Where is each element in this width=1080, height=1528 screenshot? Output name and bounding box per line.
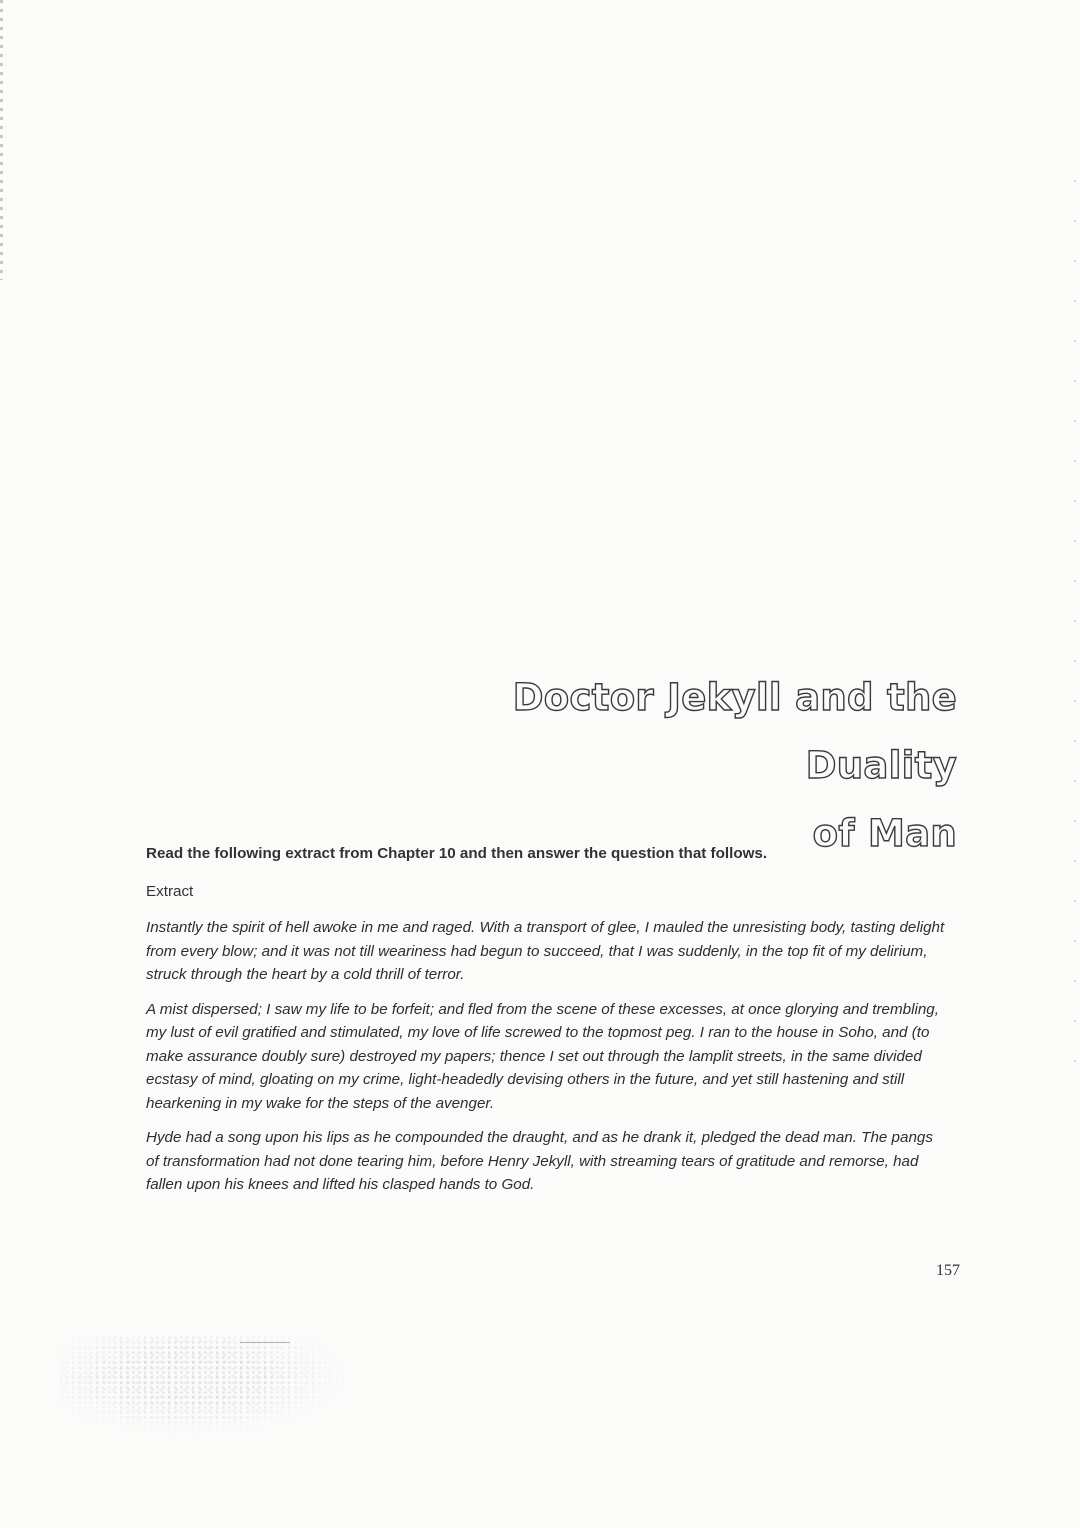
extract-paragraph-2: A mist dispersed; I saw my life to be forfeit; and fled from the scene of these excesses, at once glorying and trembling, my lust of evil gratified and stimulated, my love of life screwed to the topmost peg. I ran to the house in Soho, and (to make assurance doubly sure) destroyed my papers; thence I set out through the lamplit streets, in the same divided ecstasy of mind, gloating on my crime, light-headedly devising others in the future, and yet still hastening and still hearkening in my wake for the steps of the avenger. [146,1000,939,1112]
document-body [146,842,946,1208]
scan-smudge-line [240,1342,290,1343]
extract-paragraph-1: Instantly the spirit of hell awoke in me and raged. With a transport of glee, I mauled the unresisting body, tasting delight from every blow; and it was not till weariness had begun to succeed, that I was suddenly, in the top fit of my delirium, struck through the heart by a cold thrill of terror. [146,919,945,983]
extract-label: Extract [146,882,194,900]
chapter-title-line-2: of Man [812,812,957,855]
chapter-title [357,664,957,868]
chapter-title-line-1: Doctor Jekyll and the Duality [512,676,957,787]
scan-smudge [60,1336,350,1436]
scan-edge-artifact [0,0,3,280]
extract-paragraph-3: Hyde had a song upon his lips as he compounded the draught, and as he drank it, pledged the dead man. The pangs of transformation had not done tearing him, before Henry Jekyll, with streaming tears of gratitude and remorse, had fallen upon his knees and lifted his clasped hands to God. [146,1129,933,1193]
page-number: 157 [936,1262,960,1279]
question-instruction: Read the following extract from Chapter 10 and then answer the question that follows. [146,845,768,862]
scan-edge-artifact-right [1074,180,1076,1080]
